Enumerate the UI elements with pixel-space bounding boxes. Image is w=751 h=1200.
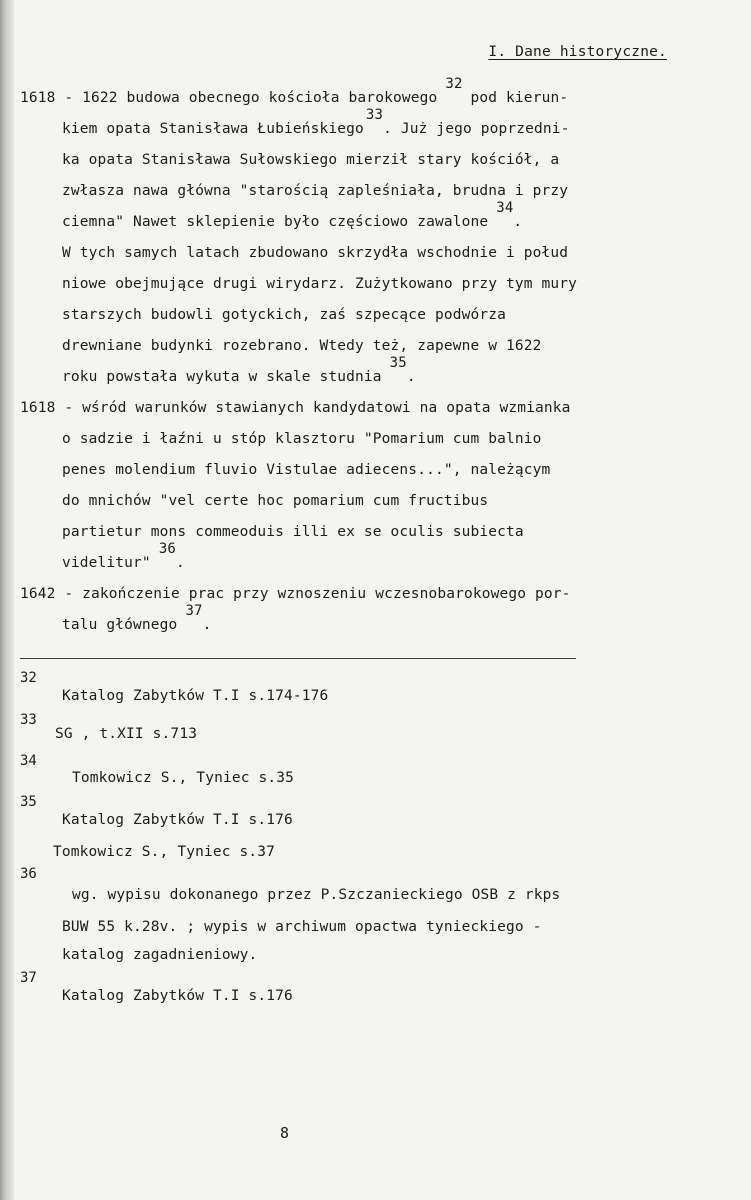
section-title: I. Dane historyczne. [488,44,667,60]
text-line: do mnichów "vel certe hoc pomarium cum fructibus [62,493,489,509]
footnote-text: BUW 55 k.28v. ; wypis w archiwum opactwa tynieckiego - [62,919,542,935]
footnote-ref: 33 [365,107,384,123]
footnote-separator [20,658,576,659]
footnote-text: katalog zagadnieniowy. [62,947,258,963]
text-line: ka opata Stanisława Sułowskiego mierził stary kościół, a [62,152,560,168]
text-line: o sadzie i łaźni u stóp klasztoru "Pomarium cum balnio [62,431,542,447]
text-line: roku powstała wykuta w skale studnia35. [62,355,416,385]
footnote-text: Katalog Zabytków T.I s.174-176 [62,688,329,704]
footnote-number: 33 [20,712,37,728]
footnote-text: wg. wypisu dokonanego przez P.Szczanieckiego OSB z rkps [72,887,561,903]
text-line: 1642 - zakończenie prac przy wznoszeniu wczesnobarokowego por- [20,586,571,602]
footnote-ref: 34 [496,200,514,216]
text-line: 1618 - 1622 budowa obecnego kościoła barokowego32pod kierun- [20,76,569,106]
footnote-number: 35 [20,794,37,810]
text-line: ciemna" Nawet sklepienie było częściowo zawalone34. [62,200,523,230]
text-line: kiem opata Stanisława Łubieńskiego33. Już jego poprzedni- [62,107,570,137]
text-line: penes molendium fluvio Vistulae adiecens...", należącym [62,462,551,478]
binding-edge [0,0,14,1200]
footnote-number: 37 [20,970,37,986]
text-line: 1618 - wśród warunków stawianych kandydatowi na opata wzmianka [20,400,571,416]
footnote-text: Tomkowicz S., Tyniec s.35 [72,770,294,786]
footnote-ref: 36 [158,541,176,557]
footnote-ref: 37 [185,603,203,619]
footnote-text: Tomkowicz S., Tyniec s.37 [53,844,275,860]
text-line: videlitur"36. [62,541,185,571]
text-line: drewniane budynki rozebrano. Wtedy też, zapewne w 1622 [62,338,542,354]
footnote-text: SG , t.XII s.713 [55,726,198,742]
footnote-ref: 32 [445,76,463,92]
footnote-text: Katalog Zabytków T.I s.176 [62,988,293,1004]
footnote-ref: 35 [389,355,407,371]
text-line: W tych samych latach zbudowano skrzydła wschodnie i połud [62,245,569,261]
page-number: 8 [280,1124,290,1142]
section-header [488,44,667,60]
footnote-number: 32 [20,670,37,686]
text-line: talu głównego37. [62,603,212,633]
text-line: niowe obejmujące drugi wirydarz. Zużytkowano przy tym mury [62,276,578,292]
footnote-text: Katalog Zabytków T.I s.176 [62,812,293,828]
text-line: zwłasza nawa główna "starością zapleśniała, brudna i przy [62,183,569,199]
text-line: starszych budowli gotyckich, zaś szpecące podwórza [62,307,506,323]
footnote-number: 34 [20,753,37,769]
footnote-number: 36 [20,866,37,882]
text-line: partietur mons commeoduis illi ex se oculis subiecta [62,524,524,540]
